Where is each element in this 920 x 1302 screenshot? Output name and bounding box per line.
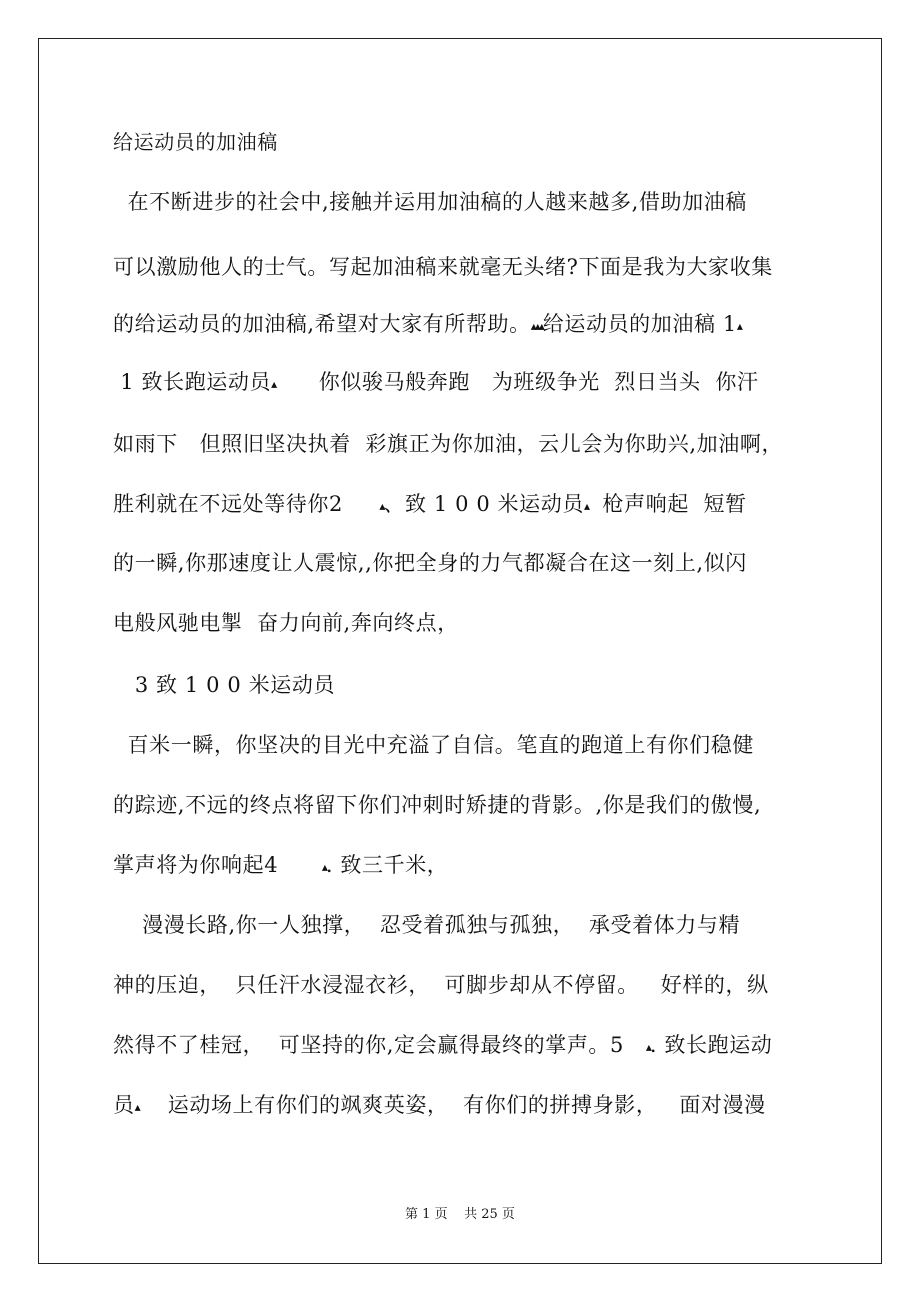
text-line-5: 如雨下 但照旧坚决执着 彩旗正为你加油，云儿会为你助兴,加油啊， [113, 432, 784, 456]
text-line-10: 百米一瞬，你坚决的目光中充溢了自信。笔直的跑道上有你们稳健 [113, 733, 754, 757]
text-line-14: 神的压迫， 只任汗水浸湿衣衫， 可脚步却从不停留。 好样的，纵 [113, 973, 769, 997]
document-title: 给运动员的加油稿 [113, 130, 278, 154]
marker-glyph: ▴ [583, 498, 588, 513]
section-heading-3: 3 致 1 0 0 米运动员 [113, 673, 336, 697]
page-footer [0, 1206, 920, 1224]
marker-glyph: ▴ [645, 1039, 650, 1054]
page-number: 第 1 页 [405, 1207, 448, 1222]
text-line-4: 1 致长跑运动员▴ 你似骏马般奔跑 为班级争光 烈日当头 你汗 [113, 368, 759, 398]
marker-glyph: ▴ [321, 859, 326, 874]
text-line-16: 员▴ 运动场上有你们的飒爽英姿， 有你们的拼搏身影， 面对漫漫 [113, 1091, 766, 1121]
text-line-3: 的给运动员的加油稿,希望对大家有所帮助。▴▴▴给运动员的加油稿 1▴ [113, 310, 741, 340]
text-line-15: 然得不了桂冠， 可坚持的你,定会赢得最终的掌声。5 ▴. 致长跑运动 [113, 1031, 772, 1061]
text-line-13: 漫漫长路,你一人独撑， 忍受着孤独与孤独， 承受着体力与精 [113, 913, 741, 937]
marker-glyph: ▴ [134, 1099, 139, 1114]
page-border [38, 38, 882, 1264]
marker-glyph: ▴▴▴ [530, 318, 543, 333]
text-line-7: 的一瞬,你那速度让人震惊,,你把全身的力气都凝合在这一刻上,似闪 [113, 551, 747, 575]
text-line-11: 的踪迹,不远的终点将留下你们冲刺时矫捷的背影。,你是我们的傲慢, [113, 793, 762, 817]
marker-glyph: ▴ [736, 318, 741, 333]
text-line-8: 电般风驰电掣 奋力向前,奔向终点， [113, 611, 459, 635]
text-line-2: 可以激励他人的士气。写起加油稿来就毫无头绪?下面是我为大家收集 [113, 255, 773, 279]
text-line-1: 在不断进步的社会中,接触并运用加油稿的人越来越多,借助加油稿 [113, 190, 747, 214]
marker-glyph: ▴ [379, 498, 384, 513]
text-line-12: 掌声将为你响起4 ▴. 致三千米， [113, 851, 448, 881]
text-line-6: 胜利就在不远处等待你2 ▴、致 1 0 0 米运动员▴ 枪声响起 短暂 [113, 490, 747, 520]
page-total: 共 25 页 [464, 1207, 515, 1222]
marker-glyph: ▴ [271, 376, 276, 391]
